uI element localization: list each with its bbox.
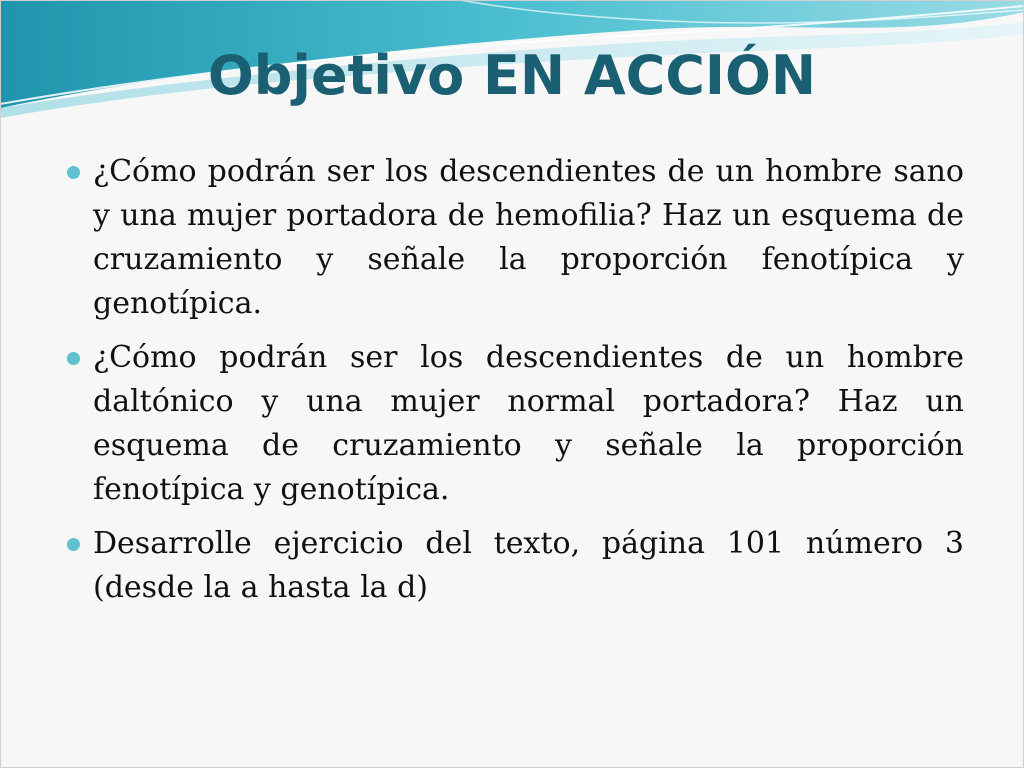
bullet-dot-icon (67, 166, 80, 179)
list-item (64, 336, 964, 512)
list-item (64, 522, 964, 610)
bullet-text: Desarrolle ejercicio del texto, página 101 número 3 (desde la a hasta la d) (93, 526, 964, 605)
bullet-text: ¿Cómo podrán ser los descendientes de un hombre daltónico y una mujer normal portadora? Haz un esquema de cruzamiento y señale la proporción fenotípica y genotípica. (93, 340, 964, 507)
bullet-text: ¿Cómo podrán ser los descendientes de un hombre sano y una mujer portadora de hemofilia? Haz un esquema de cruzamiento y señale la proporción fenotípica y genotípica. (93, 154, 964, 321)
slide-title: Objetivo EN ACCIÓN (207, 44, 817, 107)
list-item (64, 150, 964, 326)
bullet-dot-icon (67, 352, 80, 365)
bullet-list (64, 150, 964, 620)
bullet-dot-icon (67, 538, 80, 551)
